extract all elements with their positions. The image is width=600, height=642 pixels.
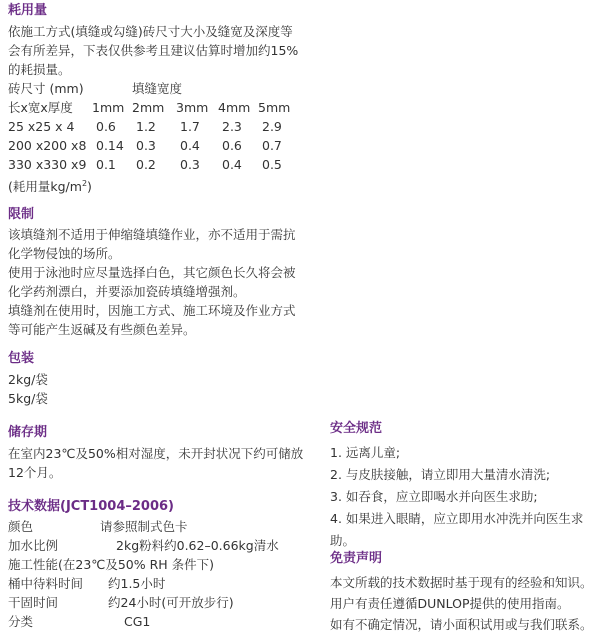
packaging-section: [8, 350, 308, 408]
tech-section: [8, 498, 308, 631]
disclaimer-heading: 免责声明: [330, 551, 383, 566]
safety-line: 1. 远离儿童;: [330, 445, 401, 460]
limits-line: 填缝剂在使用时，因施工方式、施工环境及作业方式: [8, 303, 296, 318]
safety-section: [330, 420, 598, 552]
storage-section: [8, 424, 308, 482]
unit-note-close: ): [87, 179, 92, 195]
safety-line: 3. 如吞食，应立即喝水并向医生求助;: [330, 489, 538, 504]
unit-note-sup: 2: [81, 179, 88, 188]
limits-heading: 限制: [8, 207, 35, 222]
packaging-line: 5kg/袋: [8, 391, 48, 406]
row-value: 0.3: [180, 157, 200, 172]
intro-line: 会有所差异，下表仅供参考且建议估算时增加约15%: [8, 43, 299, 58]
width-header: 1mm: [92, 100, 125, 115]
storage-line: 在室内23℃及50%相对湿度，未开封状况下约可储放: [8, 446, 304, 461]
safety-heading: 安全规范: [330, 421, 383, 436]
tech-row: [8, 536, 308, 555]
row-value: 0.4: [222, 157, 242, 172]
tech-heading: 技术数据(JCT1004–2006): [8, 499, 174, 514]
table-row: [8, 136, 308, 155]
consumption-intro: [8, 22, 308, 79]
disclaimer-line: 如有不确定情况，请小面积试用或与我们联系。: [330, 617, 593, 632]
tech-value: 2kg粉料约0.62–0.66kg清水: [116, 538, 279, 553]
disclaimer-line: 用户有责任遵循DUNLOP提供的使用指南。: [330, 596, 570, 611]
consumption-table: [8, 79, 308, 193]
row-size: 25 x25 x 4: [8, 119, 75, 134]
tech-label: 施工性能(在23℃及50% RH 条件下): [8, 557, 215, 572]
packaging-line: 2kg/袋: [8, 372, 48, 387]
width-header: 2mm: [132, 100, 165, 115]
tech-label: 干固时间: [8, 595, 59, 610]
tech-value: CG1: [124, 614, 151, 629]
tech-row: [8, 555, 308, 574]
unit-note-text: (耗用量kg/m: [8, 179, 82, 195]
row-value: 0.6: [96, 119, 116, 134]
row-value: 0.1: [96, 157, 116, 172]
table-subheader-row: [8, 98, 308, 117]
unit-note: [8, 174, 308, 193]
row-size: 330 x330 x9: [8, 157, 87, 172]
row-value: 0.3: [136, 138, 156, 153]
safety-line: 2. 与皮肤接触，请立即用大量清水清洗;: [330, 467, 551, 482]
limits-line: 该填缝剂不适用于伸缩缝填缝作业，亦不适用于需抗: [8, 227, 296, 242]
consumption-section: [8, 2, 308, 193]
row-size: 200 x200 x8: [8, 138, 87, 153]
disclaimer-section: [330, 550, 598, 635]
tech-label: 加水比例: [8, 538, 59, 553]
width-header: 3mm: [176, 100, 209, 115]
dims-label: 长x宽x厚度: [8, 100, 73, 115]
intro-line: 的耗损量。: [8, 62, 71, 77]
width-header: 5mm: [258, 100, 291, 115]
row-value: 2.9: [262, 119, 282, 134]
disclaimer-line: 本文所载的技术数据时基于现有的经验和知识。: [330, 575, 593, 590]
tech-value: 约24小时(可开放步行): [108, 595, 234, 610]
tech-label: 分类: [8, 614, 34, 629]
limits-line: 使用于泳池时应尽量选择白色，其它颜色长久将会被: [8, 265, 296, 280]
row-value: 0.5: [262, 157, 282, 172]
tech-value: 约1.5小时: [108, 576, 166, 591]
table-row: [8, 117, 308, 136]
tech-row: [8, 574, 308, 593]
row-value: 0.2: [136, 157, 156, 172]
limits-line: 化学药剂漂白，并要添加瓷砖填缝增强剂。: [8, 284, 246, 299]
size-label: 砖尺寸 (mm): [8, 81, 84, 96]
row-value: 0.6: [222, 138, 242, 153]
tech-row: [8, 517, 308, 536]
width-label: 填缝宽度: [132, 81, 183, 96]
row-value: 1.2: [136, 119, 156, 134]
tech-row: [8, 612, 308, 631]
consumption-heading: 耗用量: [8, 3, 48, 18]
row-value: 0.14: [96, 138, 124, 153]
limits-line: 等可能产生返碱及有些颜色差异。: [8, 322, 196, 337]
row-value: 0.4: [180, 138, 200, 153]
row-value: 2.3: [222, 119, 242, 134]
tech-label: 桶中待料时间: [8, 576, 84, 591]
intro-line: 依施工方式(填缝或勾缝)砖尺寸大小及缝宽及深度等: [8, 24, 293, 39]
row-value: 1.7: [180, 119, 200, 134]
width-header: 4mm: [218, 100, 251, 115]
table-header-row: [8, 79, 308, 98]
limits-line: 化学物侵蚀的场所。: [8, 246, 121, 261]
limits-section: [8, 206, 308, 339]
storage-line: 12个月。: [8, 465, 62, 480]
tech-value: 请参照制式色卡: [100, 519, 188, 534]
storage-heading: 储存期: [8, 425, 48, 440]
packaging-heading: 包装: [8, 351, 35, 366]
tech-row: [8, 593, 308, 612]
safety-line: 4. 如果进入眼睛，应立即用水冲洗并向医生求助。: [330, 511, 584, 548]
tech-label: 颜色: [8, 519, 34, 534]
row-value: 0.7: [262, 138, 282, 153]
table-row: [8, 155, 308, 174]
